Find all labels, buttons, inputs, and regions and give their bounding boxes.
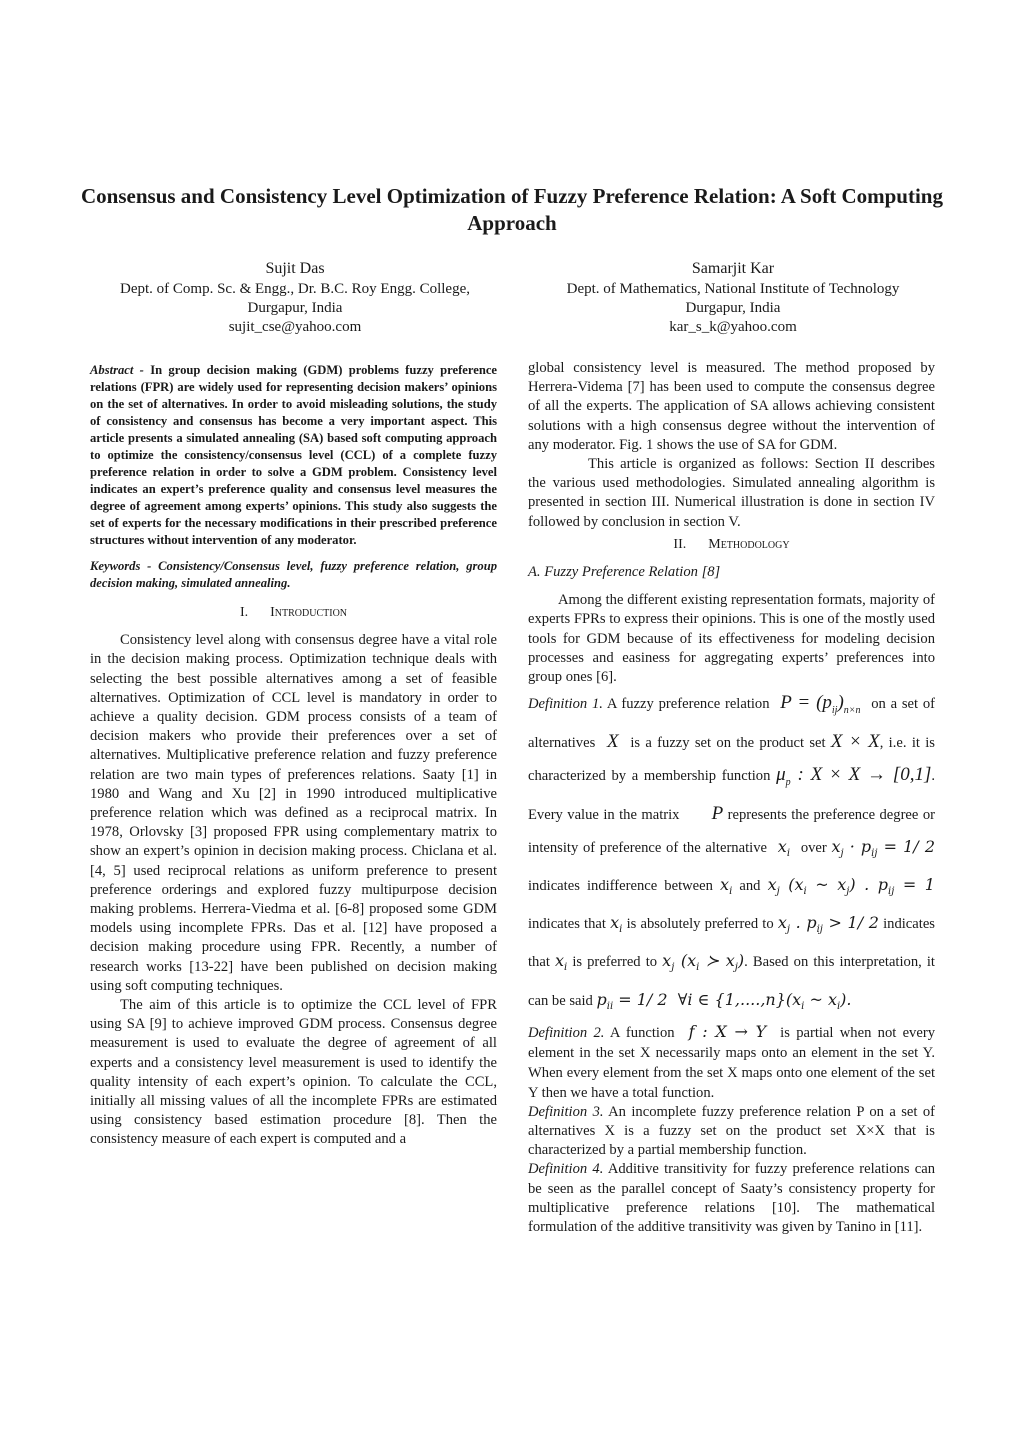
- definition-label: Definition 2.: [528, 1024, 605, 1041]
- equation: $x_i$: [720, 875, 733, 898]
- definition-text: . Every value in the matrix: [528, 768, 935, 823]
- definition-text: . Based on this interpretation, it can be said: [528, 954, 935, 1009]
- left-column: [90, 362, 497, 1150]
- definition-label: Definition 4.: [528, 1161, 604, 1178]
- keywords: [90, 558, 497, 592]
- author-block-1: [80, 258, 510, 337]
- equation: $x_j$ . $p_{ij} > 1/$ 2: [777, 913, 879, 936]
- definition-text: represents the preference degree or intensity of preference of the alternative: [528, 806, 935, 856]
- abstract-text: In group decision making (GDM) problems fuzzy preference relations (FPR) are widely used for representing decision makers’ opinions on the set of alternatives. In order to avoid misleading solutions, the study of consistency and consensus has become a very important aspect. This article presents a simulated annealing (SA) based soft computing approach to optimize the consistency/consensus level (CCL) of a complete fuzzy preference relation in order to solve a GDM problem. Consistency level indicates an expert’s preference quality and consensus level measures the degree of agreement among experts’ opinions. This study also suggests the set of experts for the necessary modifications in their prescribed preference structures without intervention of any moderator.: [90, 363, 498, 547]
- equation: P: [683, 802, 724, 824]
- equation: $x_i$: [610, 913, 623, 936]
- equation: $\mu_p$ : X × X → [0,1]: [776, 764, 932, 788]
- paper-title: Consensus and Consistency Level Optimization of Fuzzy Preference Relation: A Soft Computing Approach: [81, 184, 943, 235]
- section-heading-methodology: [528, 535, 935, 554]
- author-block-2: [518, 258, 948, 337]
- definition-3: [528, 1103, 935, 1161]
- definition-text: is preferred to: [572, 954, 658, 971]
- definition-text: and: [739, 878, 761, 895]
- definition-1: [528, 687, 935, 1022]
- author-email: kar_s_k@yahoo.com: [669, 319, 797, 335]
- abstract: [90, 362, 497, 549]
- methodology-paragraph-1: Among the different existing representation formats, majority of experts FPRs to express their opinions. This is one of the mostly used tools for GDM because of its effectiveness for modeling decision processes and easiness for aggregating experts’ preferences into group ones [6].: [528, 592, 935, 686]
- author-location: Durgapur, India: [685, 300, 781, 316]
- definition-label: Definition 3.: [528, 1103, 604, 1120]
- definition-text: indicates indifference between: [528, 878, 713, 895]
- section-heading-introduction: [90, 603, 497, 622]
- definition-text: Additive transitivity for fuzzy preference relations can be seen as the parallel concept of Saaty’s consistency property for multiplicative preference relations [10]. The mathematical formulation of the additive transitivity was given by Tanino in [11].: [528, 1161, 936, 1235]
- keywords-text: Consistency/Consensus level, fuzzy preference relation, group decision making, simulated annealing.: [90, 559, 498, 590]
- equation: X × X: [830, 731, 880, 753]
- definition-text: on a set of alternatives: [528, 696, 936, 752]
- author-location: Durgapur, India: [247, 300, 343, 316]
- author-affiliation: Dept. of Comp. Sc. & Engg., Dr. B.C. Roy Engg. College,: [120, 281, 470, 297]
- section-title: Methodology: [708, 536, 790, 552]
- definition-text: indicates that: [528, 916, 935, 971]
- definition-text: A function: [609, 1024, 675, 1041]
- author-name: Samarjit Kar: [691, 260, 775, 277]
- equation: f : X → Y: [680, 1021, 774, 1041]
- equation: $x_j$ ($x_i$ ~ $x_j$) . $p_{ij} = 1$: [767, 875, 935, 898]
- definition-text: over: [800, 839, 827, 856]
- definition-text: A fuzzy preference relation: [606, 696, 770, 713]
- author-email: sujit_cse@yahoo.com: [228, 319, 362, 335]
- intro-paragraph-3: This article is organized as follows: Section II describes the various used methodologies. Simulated annealing algorithm is presented in section III. Numerical illustration is done in section IV followed by conclusion in section V.: [528, 456, 935, 530]
- author-name: Sujit Das: [265, 260, 325, 277]
- right-column: [528, 359, 935, 1237]
- equation: $x_i$: [554, 951, 568, 974]
- definition-label: Definition 1.: [528, 696, 603, 713]
- definition-4: [528, 1160, 935, 1237]
- definition-text: is absolutely preferred to: [626, 916, 774, 933]
- equation: X: [600, 731, 626, 753]
- intro-paragraph-2-continued: global consistency level is measured. The method proposed by Herrera-Videma [7] has been used to compute the consensus degree of all the experts. The application of SA allows achieving consistent solutions with a high consensus degree without the intervention of any moderator. Fig. 1 shows the use of SA for GDM.: [528, 360, 935, 453]
- equation: $P = (p_{ij})_{n\times n}$: [774, 692, 861, 717]
- equation: $p_{ii} = 1/$ 2 ∀i ∈ $\{1,....,n\}(x_i$ ~ $x_i$).: [596, 989, 852, 1012]
- intro-paragraph-2: The aim of this article is to optimize the CCL level of FPR using SA [9] to achieve improved GDM process. Consensus degree measurement is used to evaluate the degree of agreement of all experts and a consistency level measurement is used to identify the quality intensity of each expert’s opinion. To calculate the CCL, initially all missing values of all the incomplete FPRs are estimated using consistency based estimation procedure [8]. Then the consistency measure of each expert is computed and a: [90, 997, 497, 1148]
- equation: $x_j \cdot p_{ij} = 1/$ 2: [831, 836, 936, 860]
- definition-text: is partial when not every element in the set X necessarily maps onto an element in the set Y. When every element from the set X maps onto one element of the set Y then we have a total function.: [528, 1024, 935, 1101]
- definition-text: An incomplete fuzzy preference relation P on a set of alternatives X is a fuzzy set on the product set X×X that is characterized by a partial membership function.: [528, 1103, 935, 1159]
- equation: $x_i$: [771, 836, 791, 860]
- author-affiliation: Dept. of Mathematics, National Institute of Technology: [566, 281, 900, 297]
- definition-text: is a fuzzy set on the product set: [630, 735, 826, 752]
- definition-2: [528, 1022, 935, 1103]
- equation: $x_j$ ($x_i$ ≻ $x_j$): [662, 951, 745, 974]
- subsection-heading: A. Fuzzy Preference Relation [8]: [528, 564, 721, 581]
- definition-text: , i.e. it is characterized by a membership function: [528, 735, 935, 785]
- intro-paragraph-1: Consistency level along with consensus degree have a vital role in the decision making process. Optimization technique deals with selecting the best possible alternatives among a set of feasible alternatives. Optimization of CCL level is mandatory in order to achieve a quality decision. GDM process consists of a team of decision makers who provide their preferences over a set of alternatives. Multiplicative preference relation and fuzzy preference relation are two main types of preferences relations. Saaty [1] in 1980 and Wang and Xu [2] in 1990 introduced multiplicative preference relation which was defined as a reciprocal matrix. In 1978, Orlovsky [3] proposed FPR using complementary matrix to show an expert’s opinion in decision making process. Chiclana et al. [4, 5] used reciprocal relations as uniform preference to present preference orderings and explored fuzzy multipurpose decision making problems. Herrera-Viedma et al. [6-8] proposed some GDM models using incomplete FPRs. Das et al. [12] have proposed a decision making procedure using FPR. Recently, a number of research works [13-22] have been published on decision making using soft computing techniques.: [90, 632, 497, 994]
- keywords-label: Keywords -: [90, 559, 152, 573]
- section-number: I.: [239, 605, 249, 620]
- definition-text: indicates that: [528, 916, 606, 933]
- section-title: Introduction: [270, 605, 348, 620]
- section-number: II.: [673, 536, 687, 552]
- abstract-label: Abstract -: [90, 363, 144, 377]
